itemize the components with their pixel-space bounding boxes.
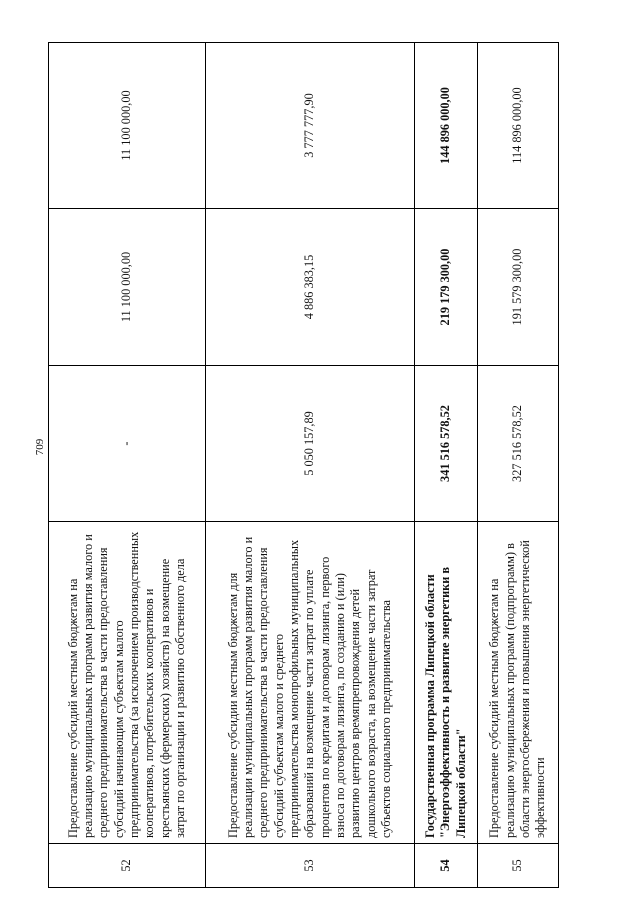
table-row <box>206 43 415 888</box>
amount-year-2: 4 886 383,15 <box>206 209 415 366</box>
row-number: 54 <box>415 844 478 888</box>
row-number: 52 <box>49 844 206 888</box>
amount-year-1: 341 516 578,52 <box>415 366 478 522</box>
row-description: Государственная программа Липецкой области "Энергоэффективность и развитие энергетики в Липецкой области" <box>415 522 478 844</box>
amount-year-3: 114 896 000,00 <box>478 43 559 209</box>
row-number: 55 <box>478 844 559 888</box>
page-number: 709 <box>34 438 46 456</box>
table-row <box>478 43 559 888</box>
row-description: Предоставление субсидии местным бюджетам для реализации муниципальных программ развития малого и среднего предпринимательства в части предоставления субсидий субъектам малого и среднего предпринимательства монопрофильных муниципальных образований на возмещение части затрат по уплате процентов по кредитам и договорам лизинга, первого взноса по договорам лизинга, по созданию и (или) развитию центров времяпрепровождения детей дошкольного возраста, на возмещение части затрат субъектов социального предпринимательства <box>206 522 415 844</box>
amount-year-3: 3 777 777,90 <box>206 43 415 209</box>
amount-year-3: 11 100 000,00 <box>49 43 206 209</box>
table-row-program-total <box>415 43 478 888</box>
amount-year-1: 327 516 578,52 <box>478 366 559 522</box>
rotated-table-container <box>48 43 558 888</box>
row-description: Предоставление субсидий местным бюджетам на реализацию муниципальных программ развития малого и среднего предпринимательства в части предоставления субсидий начинающим субъектам малого предпринимательства (за исключением производственных кооперативов, потребительских кооперативов и крестьянских (фермерских) хозяйств) на возмещение затрат по организации и развитию собственного дела <box>49 522 206 844</box>
table-row <box>49 43 206 888</box>
amount-year-1: 5 050 157,89 <box>206 366 415 522</box>
amount-year-2: 219 179 300,00 <box>415 209 478 366</box>
amount-year-1: - <box>49 366 206 522</box>
amount-year-2: 191 579 300,00 <box>478 209 559 366</box>
amount-year-3: 144 896 000,00 <box>415 43 478 209</box>
amount-year-2: 11 100 000,00 <box>49 209 206 366</box>
row-description: Предоставление субсидий местным бюджетам на реализацию муниципальных программ (подпрограмм) в области энергосбережения и повышения энергетической эффективности <box>478 522 559 844</box>
budget-table <box>48 42 559 888</box>
row-number: 53 <box>206 844 415 888</box>
